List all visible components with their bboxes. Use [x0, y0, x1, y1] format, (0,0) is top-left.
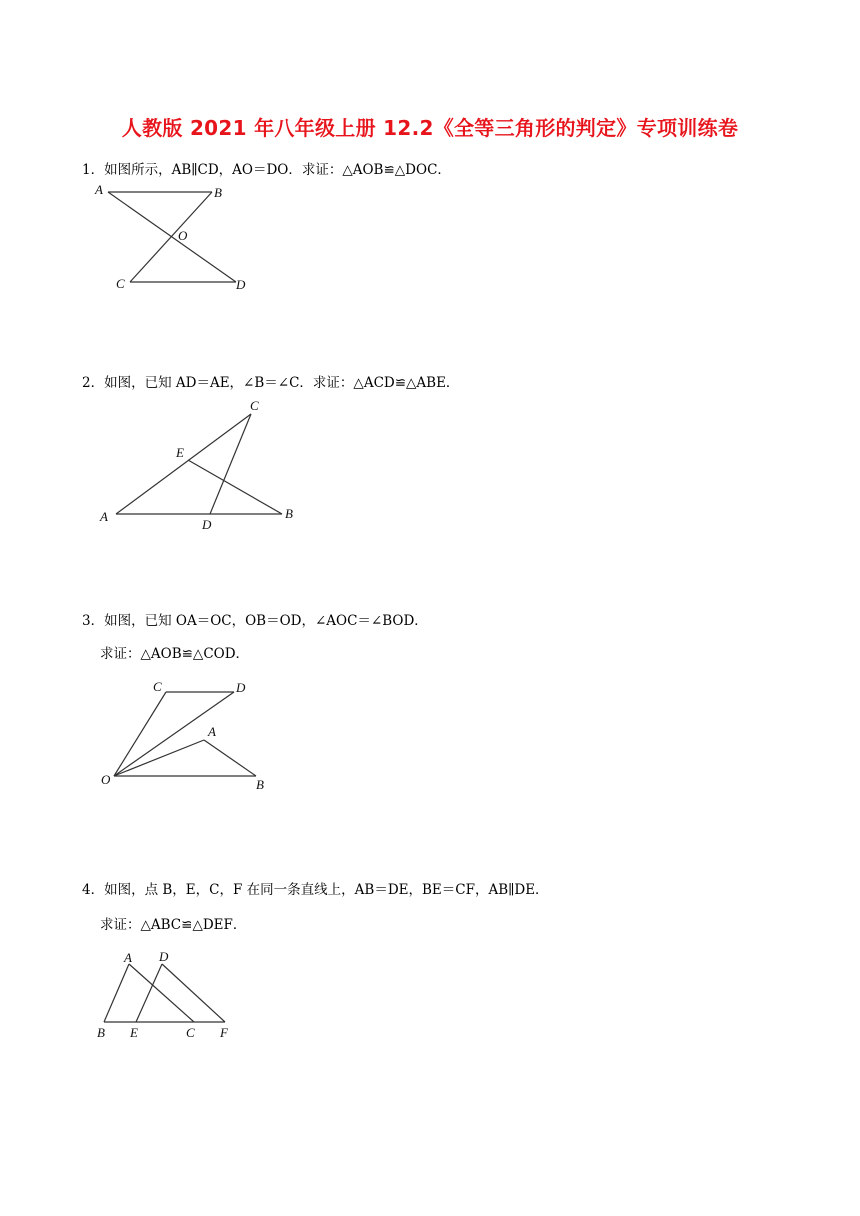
- label-e: E: [176, 445, 184, 460]
- problem-4-text: 如图，点 B，E，C，F 在同一条直线上，AB＝DE，BE＝CF，AB∥DE．: [104, 882, 549, 898]
- problem-3-text: 如图，已知 OA＝OC，OB＝OD，∠AOC＝∠BOD．: [104, 613, 428, 629]
- problem-3-proof: 求证：△AOB≌△COD．: [100, 646, 250, 662]
- label-a: A: [124, 950, 132, 965]
- problem-3-figure: [96, 674, 286, 804]
- label-d: D: [236, 680, 246, 695]
- problem-4-proof: 求证：△ABC≌△DEF．: [100, 917, 247, 933]
- segment-bc: [130, 192, 212, 282]
- problem-4-statement: [82, 878, 549, 898]
- problem-2-statement: [82, 371, 459, 391]
- label-c: C: [153, 679, 162, 694]
- segment-oa: [114, 740, 204, 776]
- problem-1-text: 如图所示，AB∥CD，AO＝DO．求证：△AOB≌△DOC．: [104, 162, 451, 178]
- label-c: C: [250, 398, 259, 413]
- label-b: B: [256, 777, 264, 792]
- label-c: C: [186, 1025, 195, 1040]
- segment-df: [162, 964, 225, 1022]
- problem-4-number: 4．: [82, 882, 105, 898]
- label-o: O: [101, 772, 111, 787]
- label-b: B: [97, 1025, 105, 1040]
- segment-eb: [188, 460, 282, 514]
- problem-2-figure: [96, 396, 306, 536]
- label-o: O: [178, 228, 188, 243]
- label-a: A: [100, 509, 108, 524]
- page-title: 人教版 2021 年八年级上册 12.2《全等三角形的判定》专项训练卷: [121, 116, 739, 140]
- label-d: D: [202, 517, 212, 532]
- problem-1-figure: [90, 180, 260, 300]
- segment-oc: [114, 692, 166, 776]
- problem-2-number: 2．: [82, 375, 105, 391]
- problem-3-statement: [82, 609, 428, 629]
- problem-4-figure: [92, 944, 252, 1044]
- label-e: E: [130, 1025, 138, 1040]
- label-f: F: [220, 1025, 228, 1040]
- label-d: D: [159, 949, 169, 964]
- label-c: C: [116, 276, 125, 291]
- segment-de: [136, 964, 162, 1022]
- label-b: B: [285, 506, 293, 521]
- problem-1-number: 1．: [82, 162, 105, 178]
- segment-ac: [129, 964, 194, 1022]
- label-d: D: [236, 277, 246, 292]
- problem-3-number: 3．: [82, 613, 105, 629]
- segment-od: [114, 692, 234, 776]
- problem-1-statement: [82, 158, 451, 178]
- label-a: A: [208, 724, 216, 739]
- segment-ad: [108, 192, 236, 282]
- segment-ab: [104, 964, 129, 1022]
- label-b: B: [214, 185, 222, 200]
- problem-2-text: 如图，已知 AD＝AE，∠B＝∠C．求证：△ACD≌△ABE．: [104, 375, 460, 391]
- segment-ab: [204, 740, 256, 776]
- label-a: A: [95, 182, 103, 197]
